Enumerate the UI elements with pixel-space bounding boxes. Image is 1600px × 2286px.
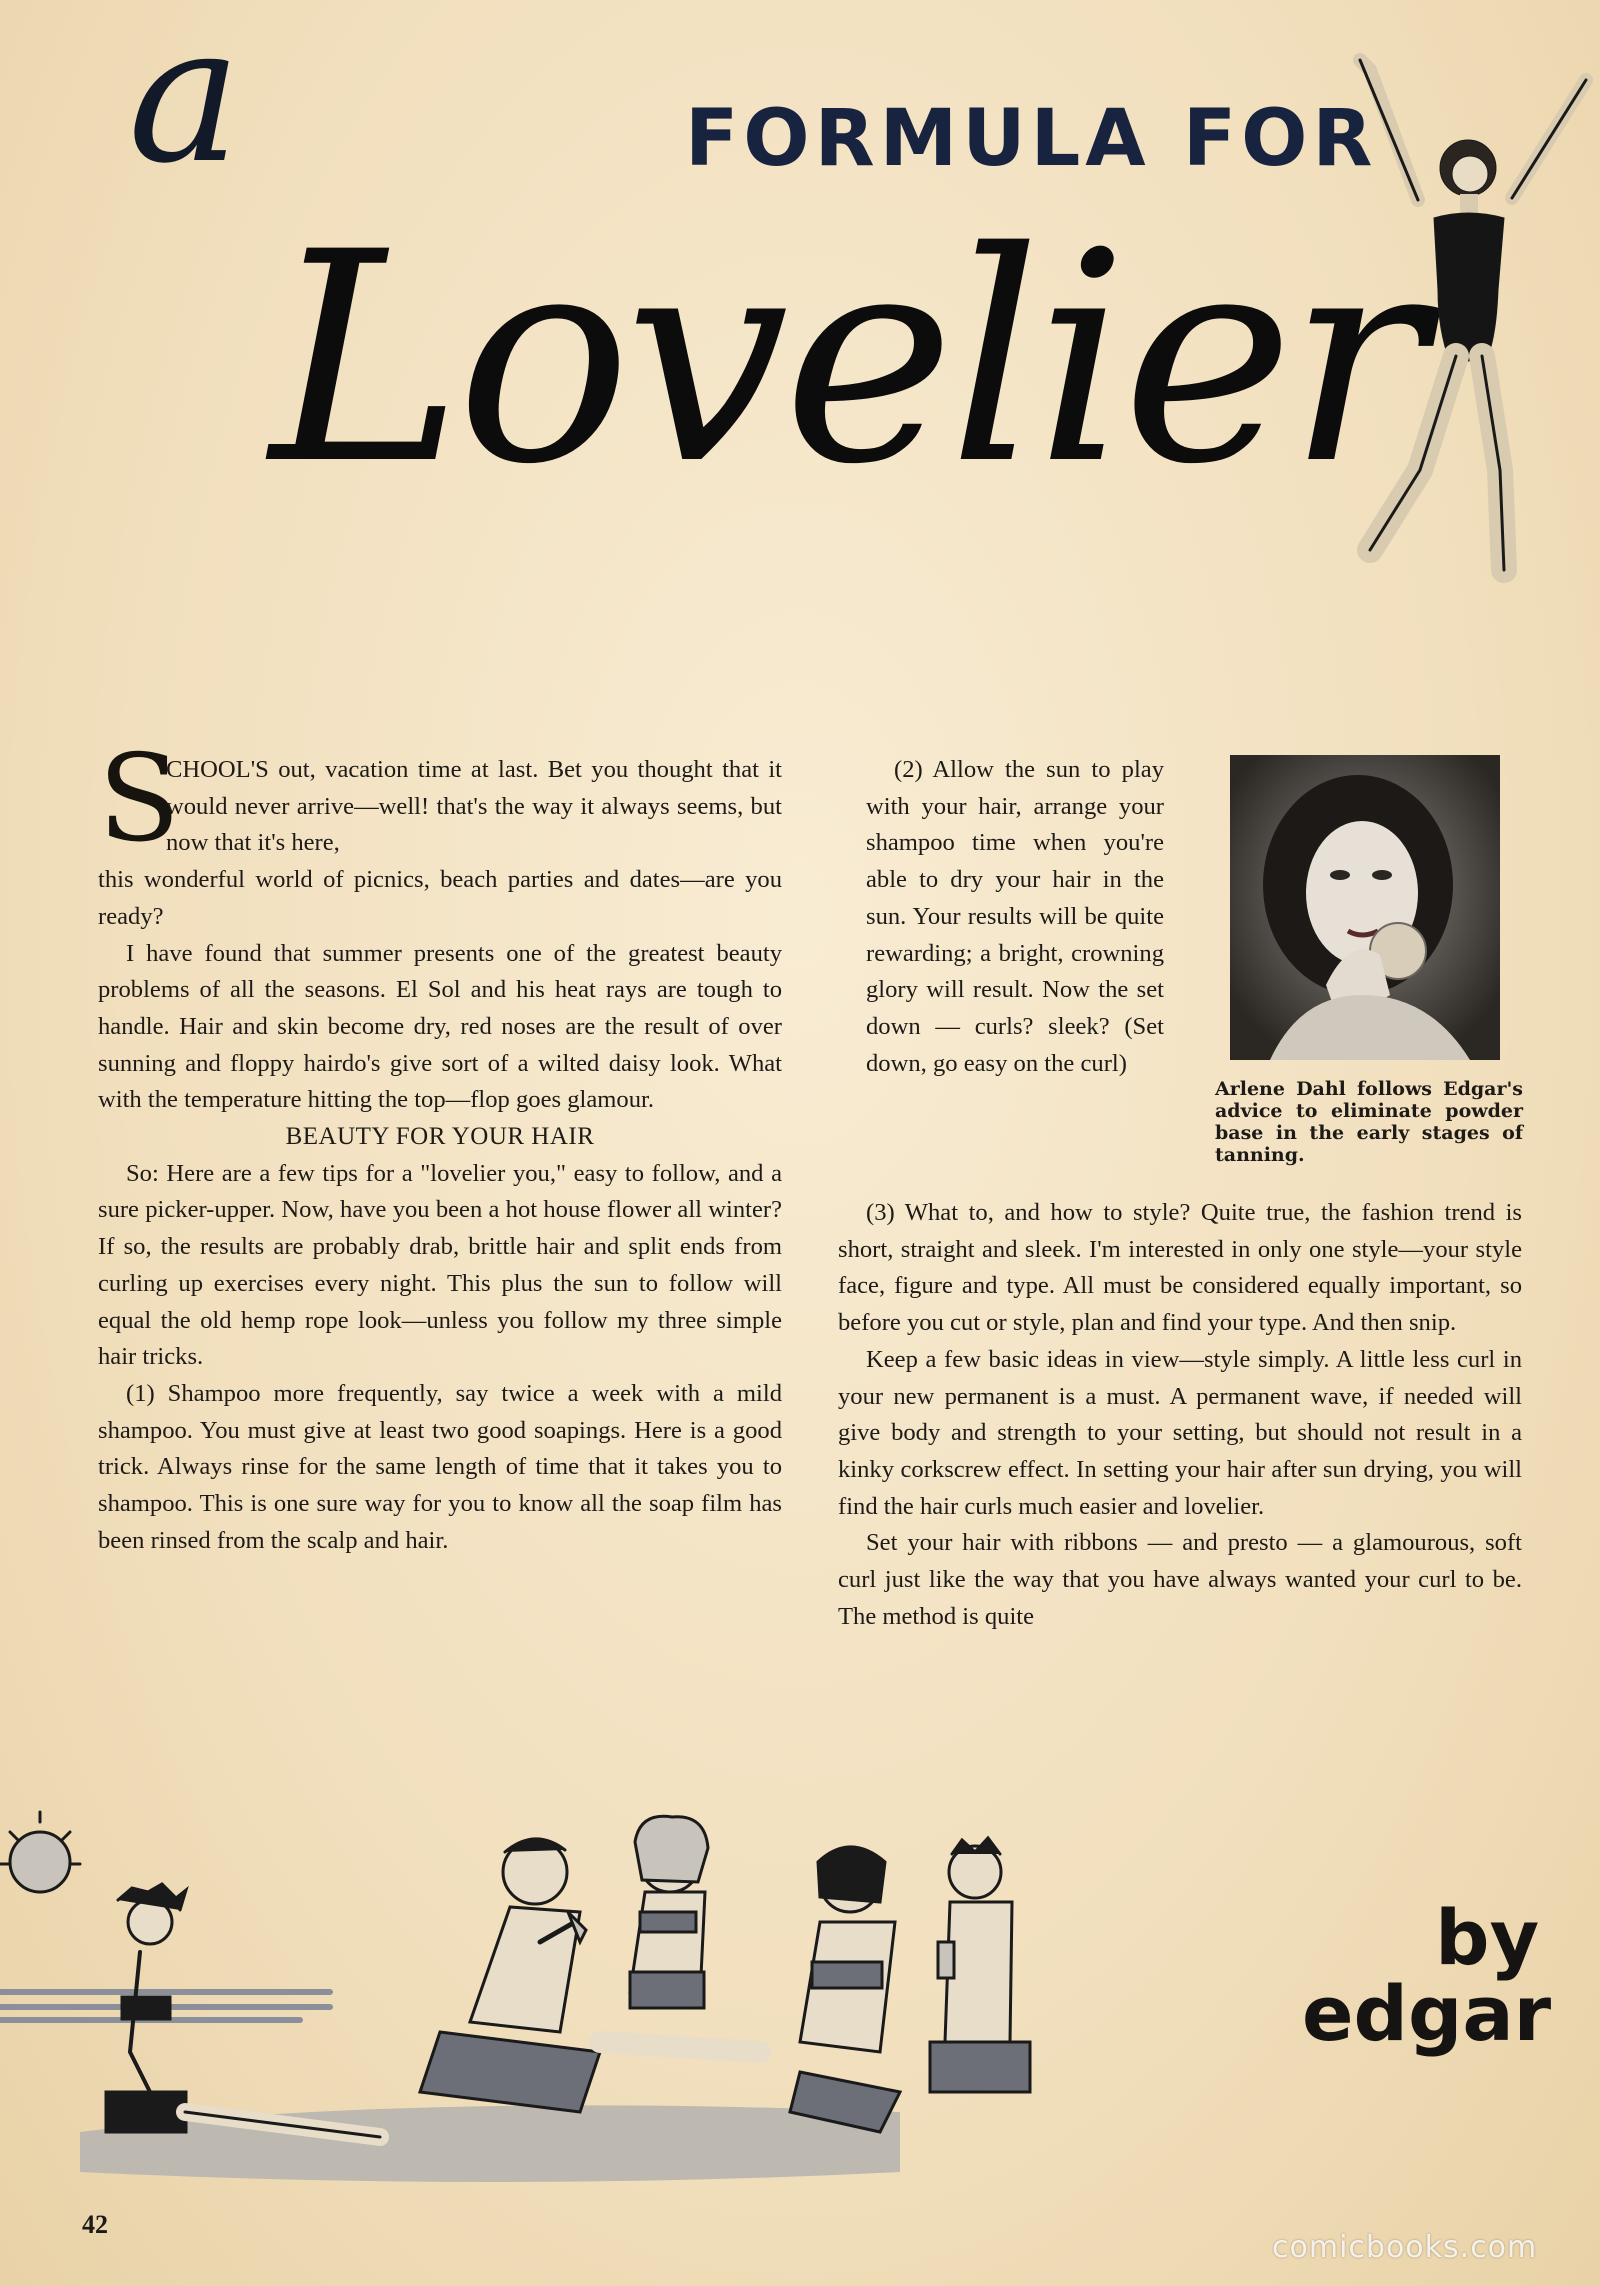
paragraph-basic-ideas: Keep a few basic ideas in view—style simply. A little less curl in your new permanent is a must. A permanent wave, if needed will give body and strength to your setting, but should not result in a kinky corkscrew effect. In setting your hair after sun drying, you will find the hair curls much easier and lovelier. (838, 1345, 1522, 1520)
byline-author: edgar (1302, 1969, 1552, 2058)
dancer-photo (1300, 50, 1600, 590)
article-right-narrow (866, 752, 1164, 1082)
article-left-column (98, 730, 782, 1559)
arlene-dahl-photo (1230, 755, 1500, 1060)
paragraph-shampoo: (1) Shampoo more frequently, say twice a week with a mild shampoo. You must give at least two good soapings. Here is a good trick. Always rinse for the same length of time that it takes you to shampoo. This is one sure way for you to know all the soap film has been rinsed from the scalp and hair. (98, 1379, 782, 1554)
page-number: 42 (82, 2210, 108, 2239)
intro-lines: CHOOL'S out, vacation time at last. Bet you thought that it would never arrive—well! that's the way it always seems, but now that it's here, (166, 756, 782, 857)
intro-rest: this wonderful world of picnics, beach parties and dates—are you ready? (98, 866, 782, 930)
beach-cartoon-illustration (0, 1792, 1040, 2212)
photo-caption: Arlene Dahl follows Edgar's advice to eliminate powder base in the early stages of tanning. (1215, 1078, 1523, 1166)
title-formula-for: FORMULA FOR (685, 94, 1378, 184)
paragraph-ribbons: Set your hair with ribbons — and presto — a glamourous, soft curl just like the way that you have always wanted your curl to be. The method is quite (838, 1529, 1522, 1630)
subhead-hair: BEAUTY FOR YOUR HAIR (285, 1123, 595, 1151)
byline-by: by (1435, 1893, 1540, 1982)
paragraph-style: (3) What to, and how to style? Quite true, the fashion trend is short, straight and sleek. I'm interested in only one style—your style face, figure and type. All must be considered equally important, so before you cut or style, plan and find your type. And then snip. (838, 1199, 1522, 1337)
title-a: a (128, 0, 242, 205)
byline (1302, 1893, 1552, 2058)
intro-paragraph (98, 730, 782, 869)
paragraph-summer: I have found that summer presents one of the greatest beauty problems of all the seasons. El Sol and his heat rays are tough to handle. Hair and skin become dry, red noses are the result of over sunning and floppy hairdo's give sort of a wilted daisy look. What with the temperature hitting the top—flop goes glamour. (98, 939, 782, 1114)
title-lovelier: Lovelier (270, 191, 1421, 528)
watermark: comicbooks.com (1272, 2230, 1538, 2265)
paragraph-tips: So: Here are a few tips for a "lovelier you," easy to follow, and a sure picker-upper. Now, have you been a hot house flower all winter? If so, the results are probably drab, brittle hair and split ends from curling up exercises every night. This plus the sun to follow will equal the old hemp rope look—unless you follow my three simple hair tricks. (98, 1159, 782, 1371)
paragraph-sun: (2) Allow the sun to play with your hair, arrange your shampoo time when you're able to dry your hair in the sun. Your results will be quite rewarding; a bright, crowning glory will result. Now the set down — curls? sleek? (Set down, go easy on the curl) (866, 756, 1164, 1077)
dropcap: S (98, 730, 181, 869)
article-right-column (838, 1195, 1522, 1635)
